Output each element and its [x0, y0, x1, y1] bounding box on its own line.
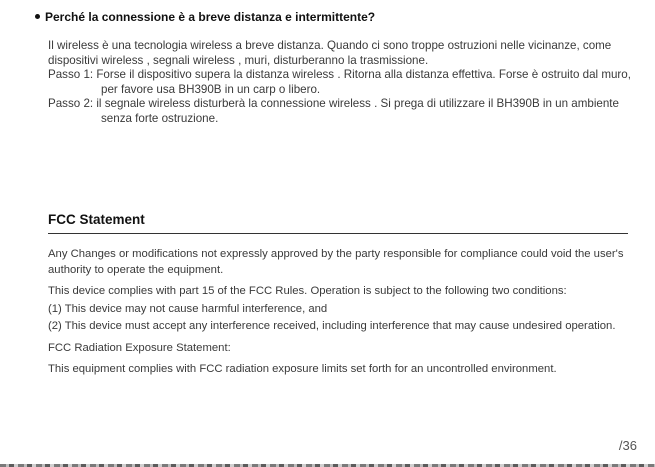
- question-title: Perché la connessione è a breve distanza e intermittente?: [45, 10, 376, 24]
- step-2: Passo 2: il segnale wireless disturberà la connessione wireless . Si prega di utilizzare il BH390B in un ambiente senza forte ostruzione.: [48, 97, 619, 125]
- bullet-icon: [35, 14, 40, 19]
- heading-divider: [48, 233, 628, 234]
- question-heading: [35, 10, 375, 24]
- fcc-radiation-text: This equipment complies with FCC radiation exposure limits set forth for an uncontrolled environment.: [48, 363, 557, 375]
- fcc-paragraph-changes: Any Changes or modifications not expressly approved by the party responsible for compliance could void the user's authority to operate the equipment.: [48, 248, 624, 276]
- page-number: /36: [618, 438, 637, 453]
- question-intro: Il wireless è una tecnologia wireless a breve distanza. Quando ci sono troppe ostruzioni nelle vicinanze, come dispositivi wireless , segnali wireless , muri, disturberanno la trasmissione.: [48, 39, 612, 67]
- fcc-condition-2: (2) This device must accept any interference received, including interference that may cause undesired operation.: [48, 320, 616, 332]
- fcc-condition-1: (1) This device may not cause harmful interference, and: [48, 302, 328, 315]
- fcc-paragraph-part15: This device complies with part 15 of the FCC Rules. Operation is subject to the following two conditions:: [48, 285, 567, 297]
- fcc-body: [48, 247, 632, 384]
- fcc-heading: FCC Statement: [48, 212, 145, 227]
- question-body: [48, 39, 633, 126]
- fcc-radiation-heading: FCC Radiation Exposure Statement:: [48, 341, 231, 354]
- step-1: Passo 1: Forse il dispositivo supera la distanza wireless . Ritorna alla distanza effettiva. Forse è ostruito dal muro, per favore usa BH390B in un carp o libero.: [48, 68, 631, 96]
